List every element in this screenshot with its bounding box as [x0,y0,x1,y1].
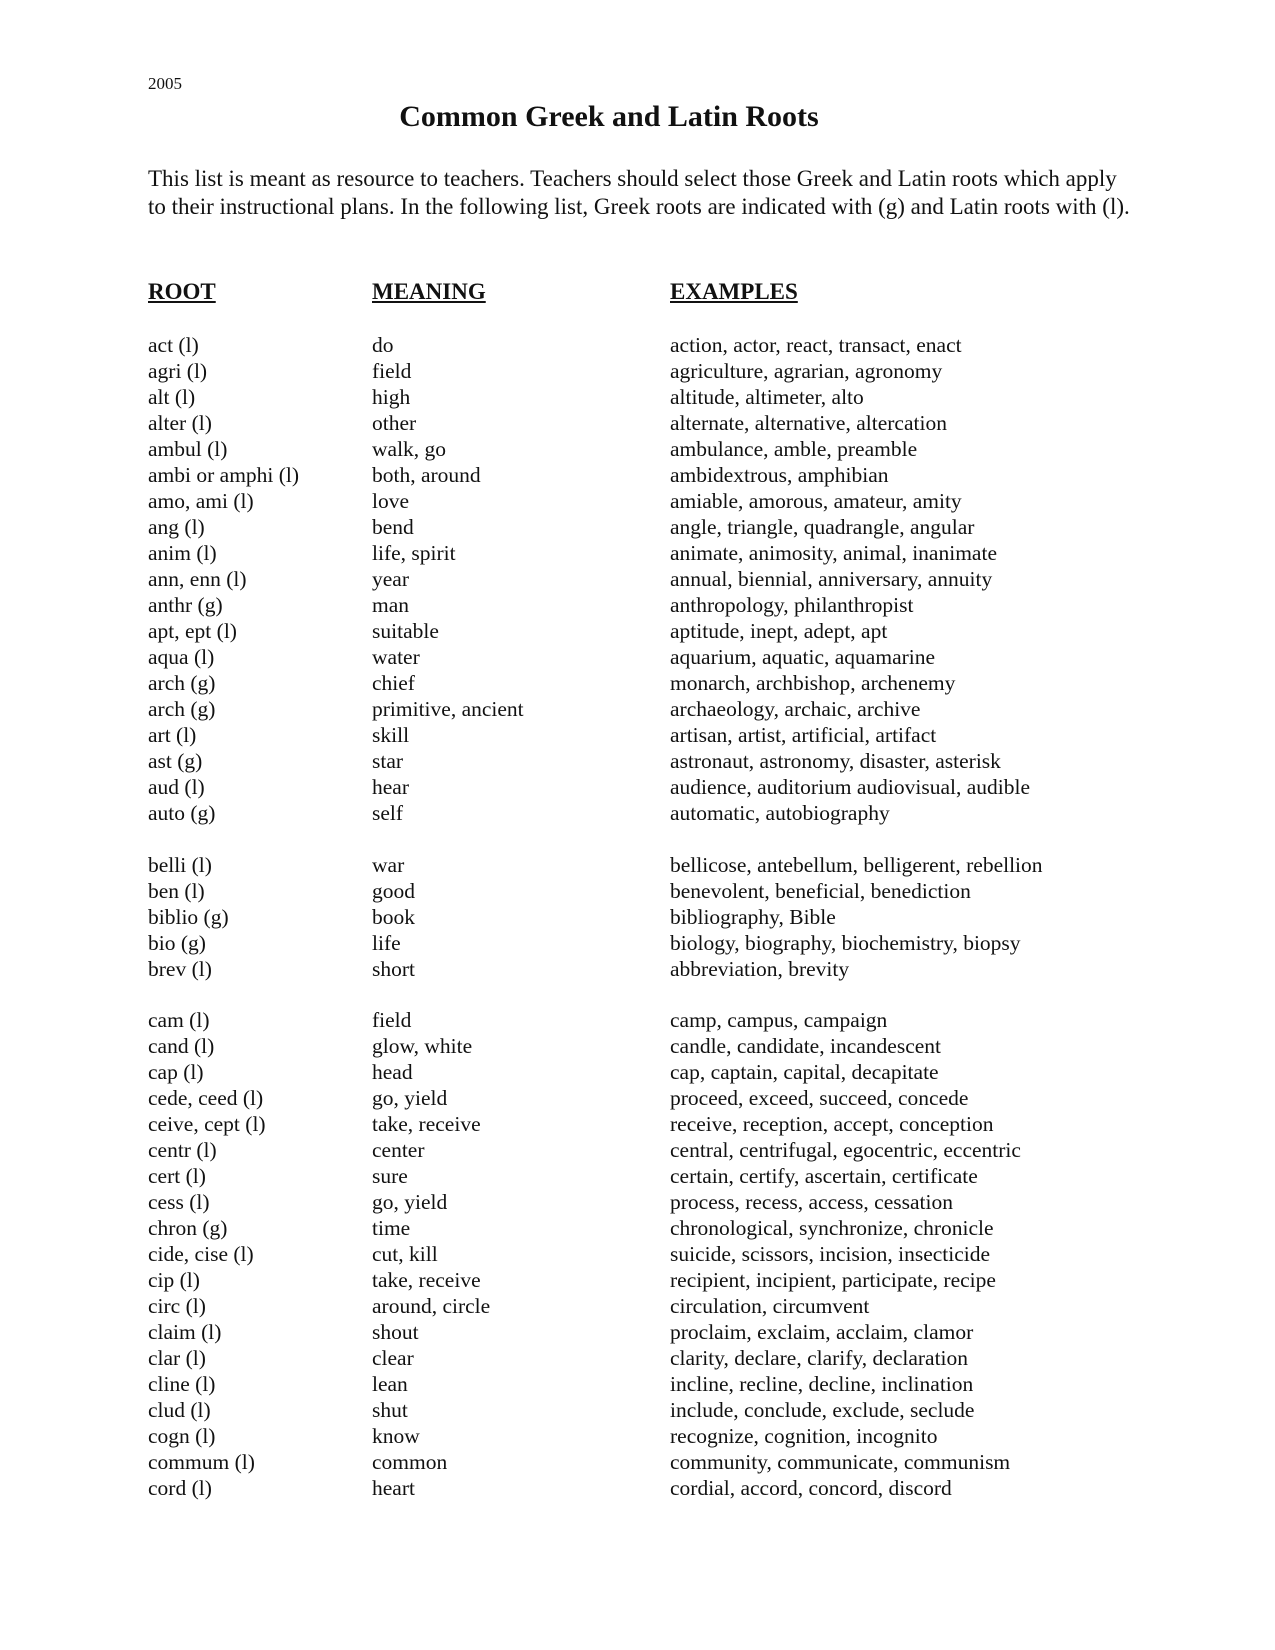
meaning-cell: life, spirit [372,541,456,565]
table-row [148,592,1148,618]
root-cell: amo, ami (l) [148,489,254,513]
table-row [148,1267,1148,1293]
table-row [148,904,1148,930]
root-cell: alt (l) [148,385,196,409]
table-row [148,748,1148,774]
meaning-cell: sure [372,1164,408,1188]
meaning-cell: primitive, ancient [372,697,524,721]
meaning-cell: man [372,593,410,617]
meaning-cell: both, around [372,463,481,487]
root-cell: cand (l) [148,1034,215,1058]
examples-cell: automatic, autobiography [670,801,890,825]
root-cell: cord (l) [148,1476,212,1500]
examples-cell: suicide, scissors, incision, insecticide [670,1242,991,1266]
root-cell: aud (l) [148,775,205,799]
root-cell: cede, ceed (l) [148,1086,264,1110]
examples-cell: audience, auditorium audiovisual, audible [670,775,1031,799]
table-row [148,1163,1148,1189]
root-cell: cide, cise (l) [148,1242,254,1266]
root-cell: cip (l) [148,1268,200,1292]
root-cell: art (l) [148,723,197,747]
meaning-cell: around, circle [372,1294,491,1318]
meaning-cell: do [372,333,394,357]
examples-cell: circulation, circumvent [670,1294,870,1318]
meaning-cell: star [372,749,404,773]
examples-cell: certain, certify, ascertain, certificate [670,1164,978,1188]
table-row [148,1293,1148,1319]
meaning-cell: glow, white [372,1034,473,1058]
table-row [148,1475,1148,1501]
table-row [148,1085,1148,1111]
table-row [148,696,1148,722]
table-row [148,1059,1148,1085]
header-examples: EXAMPLES [670,279,798,304]
examples-cell: biology, biography, biochemistry, biopsy [670,930,1021,955]
examples-cell: angle, triangle, quadrangle, angular [670,515,975,539]
examples-cell: cordial, accord, concord, discord [670,1476,952,1500]
meaning-cell: bend [372,515,414,539]
root-cell: ang (l) [148,515,205,539]
meaning-cell: know [372,1424,420,1448]
root-cell: arch (g) [148,671,216,695]
root-cell: cogn (l) [148,1424,216,1448]
meaning-cell: self [372,801,404,825]
examples-cell: bibliography, Bible [670,904,836,929]
examples-cell: community, communicate, communism [670,1450,1011,1474]
meaning-cell: high [372,385,411,409]
meaning-cell: love [372,489,410,513]
examples-cell: include, conclude, exclude, seclude [670,1398,975,1422]
meaning-cell: shut [372,1398,408,1422]
examples-cell: aquarium, aquatic, aquamarine [670,645,936,669]
table-row [148,462,1148,488]
meaning-cell: take, receive [372,1112,481,1136]
root-cell: ben (l) [148,878,205,903]
examples-cell: amiable, amorous, amateur, amity [670,489,962,513]
meaning-cell: walk, go [372,437,447,461]
meaning-cell: lean [372,1372,408,1396]
table-body [148,332,1148,1501]
meaning-cell: chief [372,671,415,695]
root-cell: cam (l) [148,1008,210,1032]
table-row [148,358,1148,384]
root-cell: chron (g) [148,1216,228,1240]
table-row [148,1449,1148,1475]
root-cell: ceive, cept (l) [148,1112,266,1136]
table-row [148,384,1148,410]
root-cell: commum (l) [148,1450,255,1474]
meaning-cell: go, yield [372,1190,448,1214]
examples-cell: camp, campus, campaign [670,1008,888,1032]
table-row [148,956,1148,982]
table-row [148,1189,1148,1215]
meaning-cell: head [372,1060,413,1084]
table-row [148,514,1148,540]
meaning-cell: short [372,956,415,981]
meaning-cell: field [372,1008,412,1032]
meaning-cell: hear [372,775,409,799]
meaning-cell: suitable [372,619,439,643]
meaning-cell: year [372,567,409,591]
examples-cell: artisan, artist, artificial, artifact [670,723,937,747]
root-cell: circ (l) [148,1294,206,1318]
header-root: ROOT [148,279,216,304]
meaning-cell: skill [372,723,410,747]
examples-cell: annual, biennial, anniversary, annuity [670,567,993,591]
table-row [148,410,1148,436]
examples-cell: proclaim, exclaim, acclaim, clamor [670,1320,974,1344]
examples-cell: ambulance, amble, preamble [670,437,918,461]
table-row [148,566,1148,592]
meaning-cell: other [372,411,417,435]
table-row [148,1371,1148,1397]
examples-cell: agriculture, agrarian, agronomy [670,359,943,383]
examples-cell: candle, candidate, incandescent [670,1034,941,1058]
meaning-cell: time [372,1216,411,1240]
examples-cell: process, recess, access, cessation [670,1190,953,1214]
root-cell: anim (l) [148,541,217,565]
roots-table [148,279,1148,1501]
table-row [148,878,1148,904]
meaning-cell: clear [372,1346,414,1370]
root-cell: brev (l) [148,956,212,981]
examples-cell: benevolent, beneficial, benediction [670,878,971,903]
examples-cell: monarch, archbishop, archenemy [670,671,956,695]
examples-cell: recipient, incipient, participate, recipe [670,1268,996,1292]
root-cell: clar (l) [148,1346,206,1370]
root-cell: anthr (g) [148,593,223,617]
table-row [148,332,1148,358]
root-cell: bio (g) [148,930,206,955]
examples-cell: bellicose, antebellum, belligerent, rebellion [670,852,1043,877]
table-row [148,1345,1148,1371]
intro-paragraph: This list is meant as resource to teachers. Teachers should select those Greek and Latin roots which apply to their instructional plans. In the following list, Greek roots are indicated with (g) and Latin roots with (l). [148,166,1130,219]
examples-cell: cap, captain, capital, decapitate [670,1060,939,1084]
table-row [148,800,1148,826]
root-cell: ast (g) [148,749,203,773]
table-row [148,774,1148,800]
table-row [148,1397,1148,1423]
table-row [148,644,1148,670]
page-title: Common Greek and Latin Roots [399,100,819,133]
meaning-cell: take, receive [372,1268,481,1292]
examples-cell: altitude, altimeter, alto [670,385,864,409]
root-cell: act (l) [148,333,199,357]
meaning-cell: life [372,930,401,955]
header-meaning: MEANING [372,279,486,304]
examples-cell: anthropology, philanthropist [670,593,914,617]
table-row [148,930,1148,956]
table-row [148,540,1148,566]
table-row [148,1215,1148,1241]
examples-cell: abbreviation, brevity [670,956,850,981]
root-cell: cline (l) [148,1372,216,1396]
root-cell: arch (g) [148,697,216,721]
root-cell: biblio (g) [148,904,229,929]
examples-cell: chronological, synchronize, chronicle [670,1216,994,1240]
meaning-cell: cut, kill [372,1242,438,1266]
meaning-cell: good [372,878,415,903]
root-cell: aqua (l) [148,645,215,669]
root-cell: belli (l) [148,852,212,877]
meaning-cell: book [372,904,415,929]
examples-cell: ambidextrous, amphibian [670,463,889,487]
table-row [148,852,1148,878]
root-cell: ambi or amphi (l) [148,463,300,487]
meaning-cell: shout [372,1320,419,1344]
meaning-cell: center [372,1138,425,1162]
examples-cell: receive, reception, accept, conception [670,1112,994,1136]
examples-cell: aptitude, inept, adept, apt [670,619,888,643]
examples-cell: archaeology, archaic, archive [670,697,921,721]
document-year: 2005 [148,74,182,93]
root-cell: auto (g) [148,801,216,825]
table-row [148,1241,1148,1267]
meaning-cell: common [372,1450,448,1474]
examples-cell: clarity, declare, clarify, declaration [670,1346,969,1370]
examples-cell: astronaut, astronomy, disaster, asterisk [670,749,1001,773]
root-cell: cap (l) [148,1060,204,1084]
examples-cell: central, centrifugal, egocentric, eccentric [670,1138,1021,1162]
table-row [148,618,1148,644]
table-row [148,1007,1148,1033]
root-cell: alter (l) [148,411,212,435]
root-cell: centr (l) [148,1138,217,1162]
meaning-cell: water [372,645,420,669]
table-row [148,488,1148,514]
table-row [148,1423,1148,1449]
table-row [148,1137,1148,1163]
table-row [148,670,1148,696]
table-row [148,1319,1148,1345]
root-cell: apt, ept (l) [148,619,237,643]
examples-cell: proceed, exceed, succeed, concede [670,1086,969,1110]
meaning-cell: go, yield [372,1086,448,1110]
table-row [148,1111,1148,1137]
root-cell: clud (l) [148,1398,211,1422]
root-cell: ann, enn (l) [148,567,247,591]
table-row [148,1033,1148,1059]
examples-cell: action, actor, react, transact, enact [670,333,962,357]
root-cell: claim (l) [148,1320,222,1344]
table-row [148,436,1148,462]
meaning-cell: heart [372,1476,415,1500]
table-row [148,722,1148,748]
root-cell: cert (l) [148,1164,206,1188]
root-cell: agri (l) [148,359,208,383]
examples-cell: alternate, alternative, altercation [670,411,947,435]
examples-cell: recognize, cognition, incognito [670,1424,938,1448]
root-cell: cess (l) [148,1190,210,1214]
examples-cell: incline, recline, decline, inclination [670,1372,974,1396]
root-cell: ambul (l) [148,437,228,461]
meaning-cell: war [372,852,405,877]
meaning-cell: field [372,359,412,383]
table-header [148,279,1148,305]
examples-cell: animate, animosity, animal, inanimate [670,541,997,565]
